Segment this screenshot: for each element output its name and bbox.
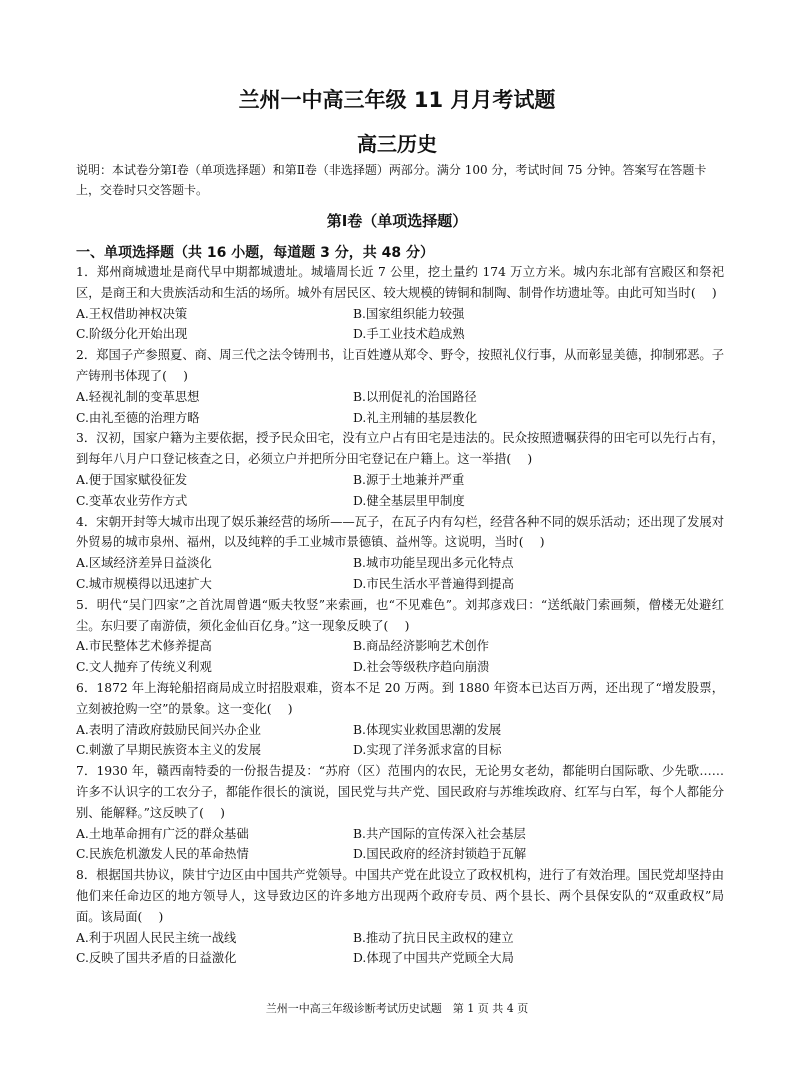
option-b: B.国家组织能力较强 [353, 306, 465, 321]
option-c: C.文人抛弃了传统义利观 [76, 660, 212, 675]
option-d: D.体现了中国共产党顾全大局 [353, 951, 514, 966]
option-d: D.市民生活水平普遍得到提高 [353, 576, 514, 591]
option-d: D.手工业技术趋成熟 [353, 327, 465, 342]
part-title: 第Ⅰ卷（单项选择题） [326, 212, 468, 230]
section-title: 一、单项选择题（共 16 小题，每道题 3 分，共 48 分） [76, 245, 434, 261]
question-stem: 7．1930 年，赣西南特委的一份报告提及：“苏府（区）范围内的农民，无论男女老幼，都能明白国际歌、少先歌……许多不认识字的工农分子，都能作很长的演说，国民党与共产党、国民政府与苏维埃政府、红军与白军，每个人都能分别、能解释。”这反映了( ) [76, 764, 724, 820]
option-grid [76, 387, 724, 429]
option-d: D.社会等级秩序趋向崩溃 [353, 660, 490, 675]
option-grid [76, 553, 724, 595]
question-2 [76, 345, 724, 428]
question-5 [76, 595, 724, 678]
option-b: B.商品经济影响艺术创作 [353, 639, 489, 654]
question-stem: 8．根据国共协议，陕甘宁边区由中国共产党领导。中国共产党在此设立了政权机构，进行了有效治理。国民党却坚持由他们来任命边区的地方领导人，这导致边区的许多地方出现两个政府专员、两个县长、两个县保安队的“双重政权”局面。该局面( ) [76, 868, 724, 924]
option-grid [76, 928, 724, 970]
question-stem: 4．宋朝开封等大城市出现了娱乐兼经营的场所——瓦子，在瓦子内有勾栏，经营各种不同的娱乐活动；还出现了发展对外贸易的城市泉州、福州，以及纯粹的手工业城市景德镇、益州等。这说明，当时( ) [76, 514, 724, 550]
option-c: C.阶级分化开始出现 [76, 327, 188, 342]
option-grid [76, 304, 724, 346]
option-a: A.土地革命拥有广泛的群众基础 [76, 826, 249, 841]
option-c: C.反映了国共矛盾的日益激化 [76, 951, 237, 966]
question-stem: 2．郑国子产参照夏、商、周三代之法令铸刑书，让百姓遵从郑令、野令，按照礼仪行事，从而彰显美德，抑制邪恶。子产铸刑书体现了( ) [76, 348, 724, 383]
option-a: A.便于国家赋役征发 [76, 472, 188, 487]
page-footer: 兰州一中高三年级诊断考试历史试题 第 1 页 共 4 页 [265, 1002, 529, 1015]
option-c: C.民族危机激发人民的革命热情 [76, 847, 249, 862]
option-b: B.推动了抗日民主政权的建立 [353, 930, 514, 945]
question-stem: 5．明代“吴门四家”之首沈周曾遇“贩夫牧竖”来索画，也“不见难色”。刘邦彦戏曰：“送纸敲门索画频，僧楼无处避红尘。东归要了南游债，须化金仙百亿身。”这一现象反映了( ) [76, 597, 724, 633]
option-b: B.体现实业救国思潮的发展 [353, 722, 502, 737]
question-stem: 6．1872 年上海轮船招商局成立时招股艰难，资本不足 20 万两。到 1880 年资本已达百万两，还出现了“增发股票，立刻被抢购一空”的景象。这一变化( ) [76, 680, 724, 716]
question-6 [76, 678, 724, 761]
option-b: B.共产国际的宣传深入社会基层 [353, 826, 526, 841]
option-a: A.王权借助神权决策 [76, 306, 188, 321]
question-list [76, 262, 724, 969]
option-c: C.由礼至德的治理方略 [76, 410, 200, 425]
option-b: B.以刑促礼的治国路径 [353, 389, 477, 404]
option-grid [76, 636, 724, 678]
option-a: A.表明了清政府鼓励民间兴办企业 [76, 722, 261, 737]
question-stem: 1．郑州商城遗址是商代早中期都城遗址。城墙周长近 7 公里，挖土量约 174 万立方米。城内东北部有宫殿区和祭祀区，是商王和大贵族活动和生活的场所。城外有居民区、较大规模的铸铜和制陶、制骨作坊遗址等。由此可知当时( ) [76, 265, 724, 300]
option-a: A.区域经济差异日益淡化 [76, 556, 212, 571]
exam-title: 兰州一中高三年级 11 月月考试题 [238, 88, 556, 112]
option-d: D.礼主刑辅的基层教化 [353, 410, 478, 425]
option-grid [76, 470, 724, 512]
question-1 [76, 262, 724, 345]
question-4 [76, 512, 724, 595]
option-b: B.源于土地兼并严重 [353, 472, 465, 487]
option-d: D.国民政府的经济封锁趋于瓦解 [353, 847, 527, 862]
option-c: C.刺激了早期民族资本主义的发展 [76, 743, 262, 758]
option-grid [76, 720, 724, 762]
option-b: B.城市功能呈现出多元化特点 [353, 556, 514, 571]
option-a: A.轻视礼制的变革思想 [76, 389, 200, 404]
option-c: C.城市规模得以迅速扩大 [76, 576, 212, 591]
option-grid [76, 824, 724, 866]
question-3 [76, 428, 724, 511]
option-d: D.实现了洋务派求富的目标 [353, 743, 502, 758]
question-7 [76, 761, 724, 865]
question-8 [76, 865, 724, 969]
option-d: D.健全基层里甲制度 [353, 493, 465, 508]
option-c: C.变革农业劳作方式 [76, 493, 188, 508]
option-a: A.利于巩固人民民主统一战线 [76, 930, 237, 945]
question-stem: 3．汉初，国家户籍为主要依据，授予民众田宅，没有立户占有田宅是违法的。民众按照遗嘱获得的田宅可以先行占有，到每年八月户口登记核查之日，必须立户并把所分田宅登记在户籍上。这一举措( ) [76, 431, 724, 467]
exam-instructions: 说明：本试卷分第Ⅰ卷（单项选择题）和第Ⅱ卷（非选择题）两部分。满分 100 分，考试时间 75 分钟。答案写在答题卡上，交卷时只交答题卡。 [76, 163, 707, 197]
exam-subject: 高三历史 [357, 132, 437, 156]
option-a: A.市民整体艺术修养提高 [76, 639, 212, 654]
